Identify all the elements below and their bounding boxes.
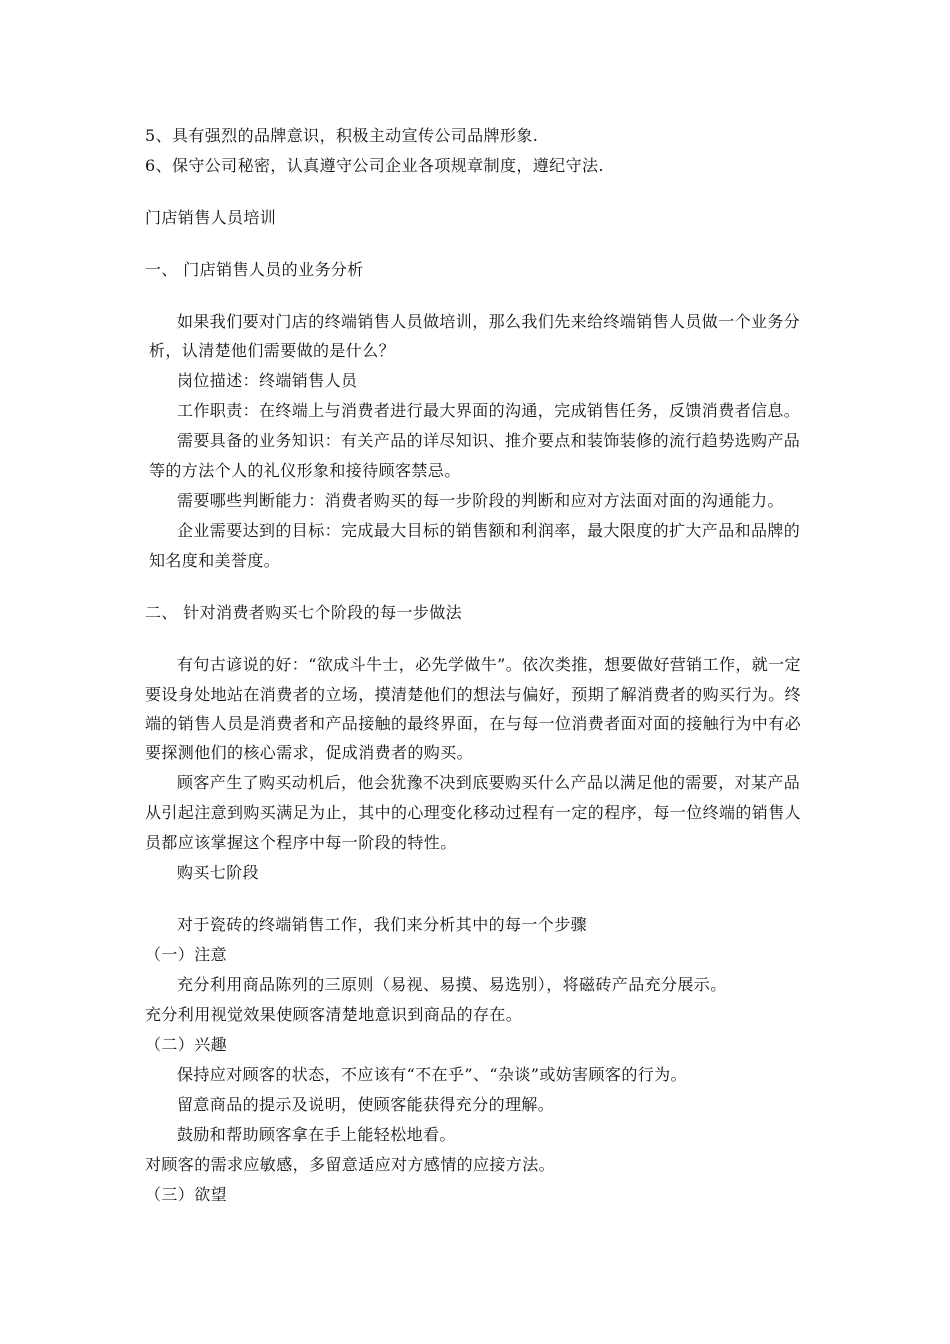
text-line: 等的方法个人的礼仪形象和接待顾客禁忌。 <box>149 461 461 480</box>
text-line: 鼓励和帮助顾客拿在手上能轻松地看。 <box>177 1125 456 1144</box>
text-line: 端的销售人员是消费者和产品接触的最终界面，在与每一位消费者面对面的接触行为中有必 <box>145 714 802 733</box>
text-line: 岗位描述：终端销售人员 <box>177 371 358 390</box>
text-line: 充分利用商品陈列的三原则（易视、易摸、易选别），将磁砖产品充分展示。 <box>177 975 727 994</box>
section-heading: 门店销售人员培训 <box>145 208 277 227</box>
text-line: 有句古谚说的好：“欲成斗牛士，必先学做牛”。依次类推，想要做好营销工作，就一定 <box>177 655 801 674</box>
text-line: 工作职责：在终端上与消费者进行最大界面的沟通，完成销售任务，反馈消费者信息。 <box>177 401 801 420</box>
section-heading: 一、 门店销售人员的业务分析 <box>145 260 364 279</box>
text-line: 需要哪些判断能力：消费者购买的每一步阶段的判断和应对方法面对面的沟通能力。 <box>177 491 784 510</box>
text-line: 员都应该掌握这个程序中每一阶段的特性。 <box>145 833 457 852</box>
text-line: 企业需要达到的目标：完成最大目标的销售额和利润率，最大限度的扩大产品和品牌的 <box>177 521 801 540</box>
text-line: 如果我们要对门店的终端销售人员做培训，那么我们先来给终端销售人员做一个业务分 <box>177 312 801 331</box>
subsection-heading: （一）注意 <box>145 945 228 964</box>
text-line: 对于瓷砖的终端销售工作，我们来分析其中的每一个步骤 <box>177 915 588 934</box>
text-line: 需要具备的业务知识：有关产品的详尽知识、推介要点和装饰装修的流行趋势选购产品 <box>177 431 801 450</box>
text-line: 对顾客的需求应敏感，多留意适应对方感情的应接方法。 <box>145 1155 556 1174</box>
text-line: 6、保守公司秘密，认真遵守公司企业各项规章制度，遵纪守法. <box>145 156 604 175</box>
section-heading: 二、 针对消费者购买七个阶段的每一步做法 <box>145 603 463 622</box>
text-line: 留意商品的提示及说明，使顾客能获得充分的理解。 <box>177 1095 555 1114</box>
text-line: 保持应对顾客的状态，不应该有“不在乎”、“杂谈”或妨害顾客的行为。 <box>177 1065 687 1084</box>
subsection-heading: （三）欲望 <box>145 1185 228 1204</box>
text-line: 知名度和美誉度。 <box>149 551 281 570</box>
text-line: 充分利用视觉效果使顾客清楚地意识到商品的存在。 <box>145 1005 523 1024</box>
text-line: 购买七阶段 <box>177 863 260 882</box>
subsection-heading: （二）兴趣 <box>145 1035 228 1054</box>
text-line: 要设身处地站在消费者的立场，摸清楚他们的想法与偏好，预期了解消费者的购买行为。终 <box>145 685 802 704</box>
text-line: 析，认清楚他们需要做的是什么？ <box>149 341 396 360</box>
text-line: 要探测他们的核心需求，促成消费者的购买。 <box>145 743 474 762</box>
text-line: 从引起注意到购买满足为止，其中的心理变化移动过程有一定的程序，每一位终端的销售人 <box>145 803 802 822</box>
text-line: 5、具有强烈的品牌意识，积极主动宣传公司品牌形象. <box>145 126 539 145</box>
text-line: 顾客产生了购买动机后，他会犹豫不决到底要购买什么产品以满足他的需要，对某产品 <box>177 773 801 792</box>
